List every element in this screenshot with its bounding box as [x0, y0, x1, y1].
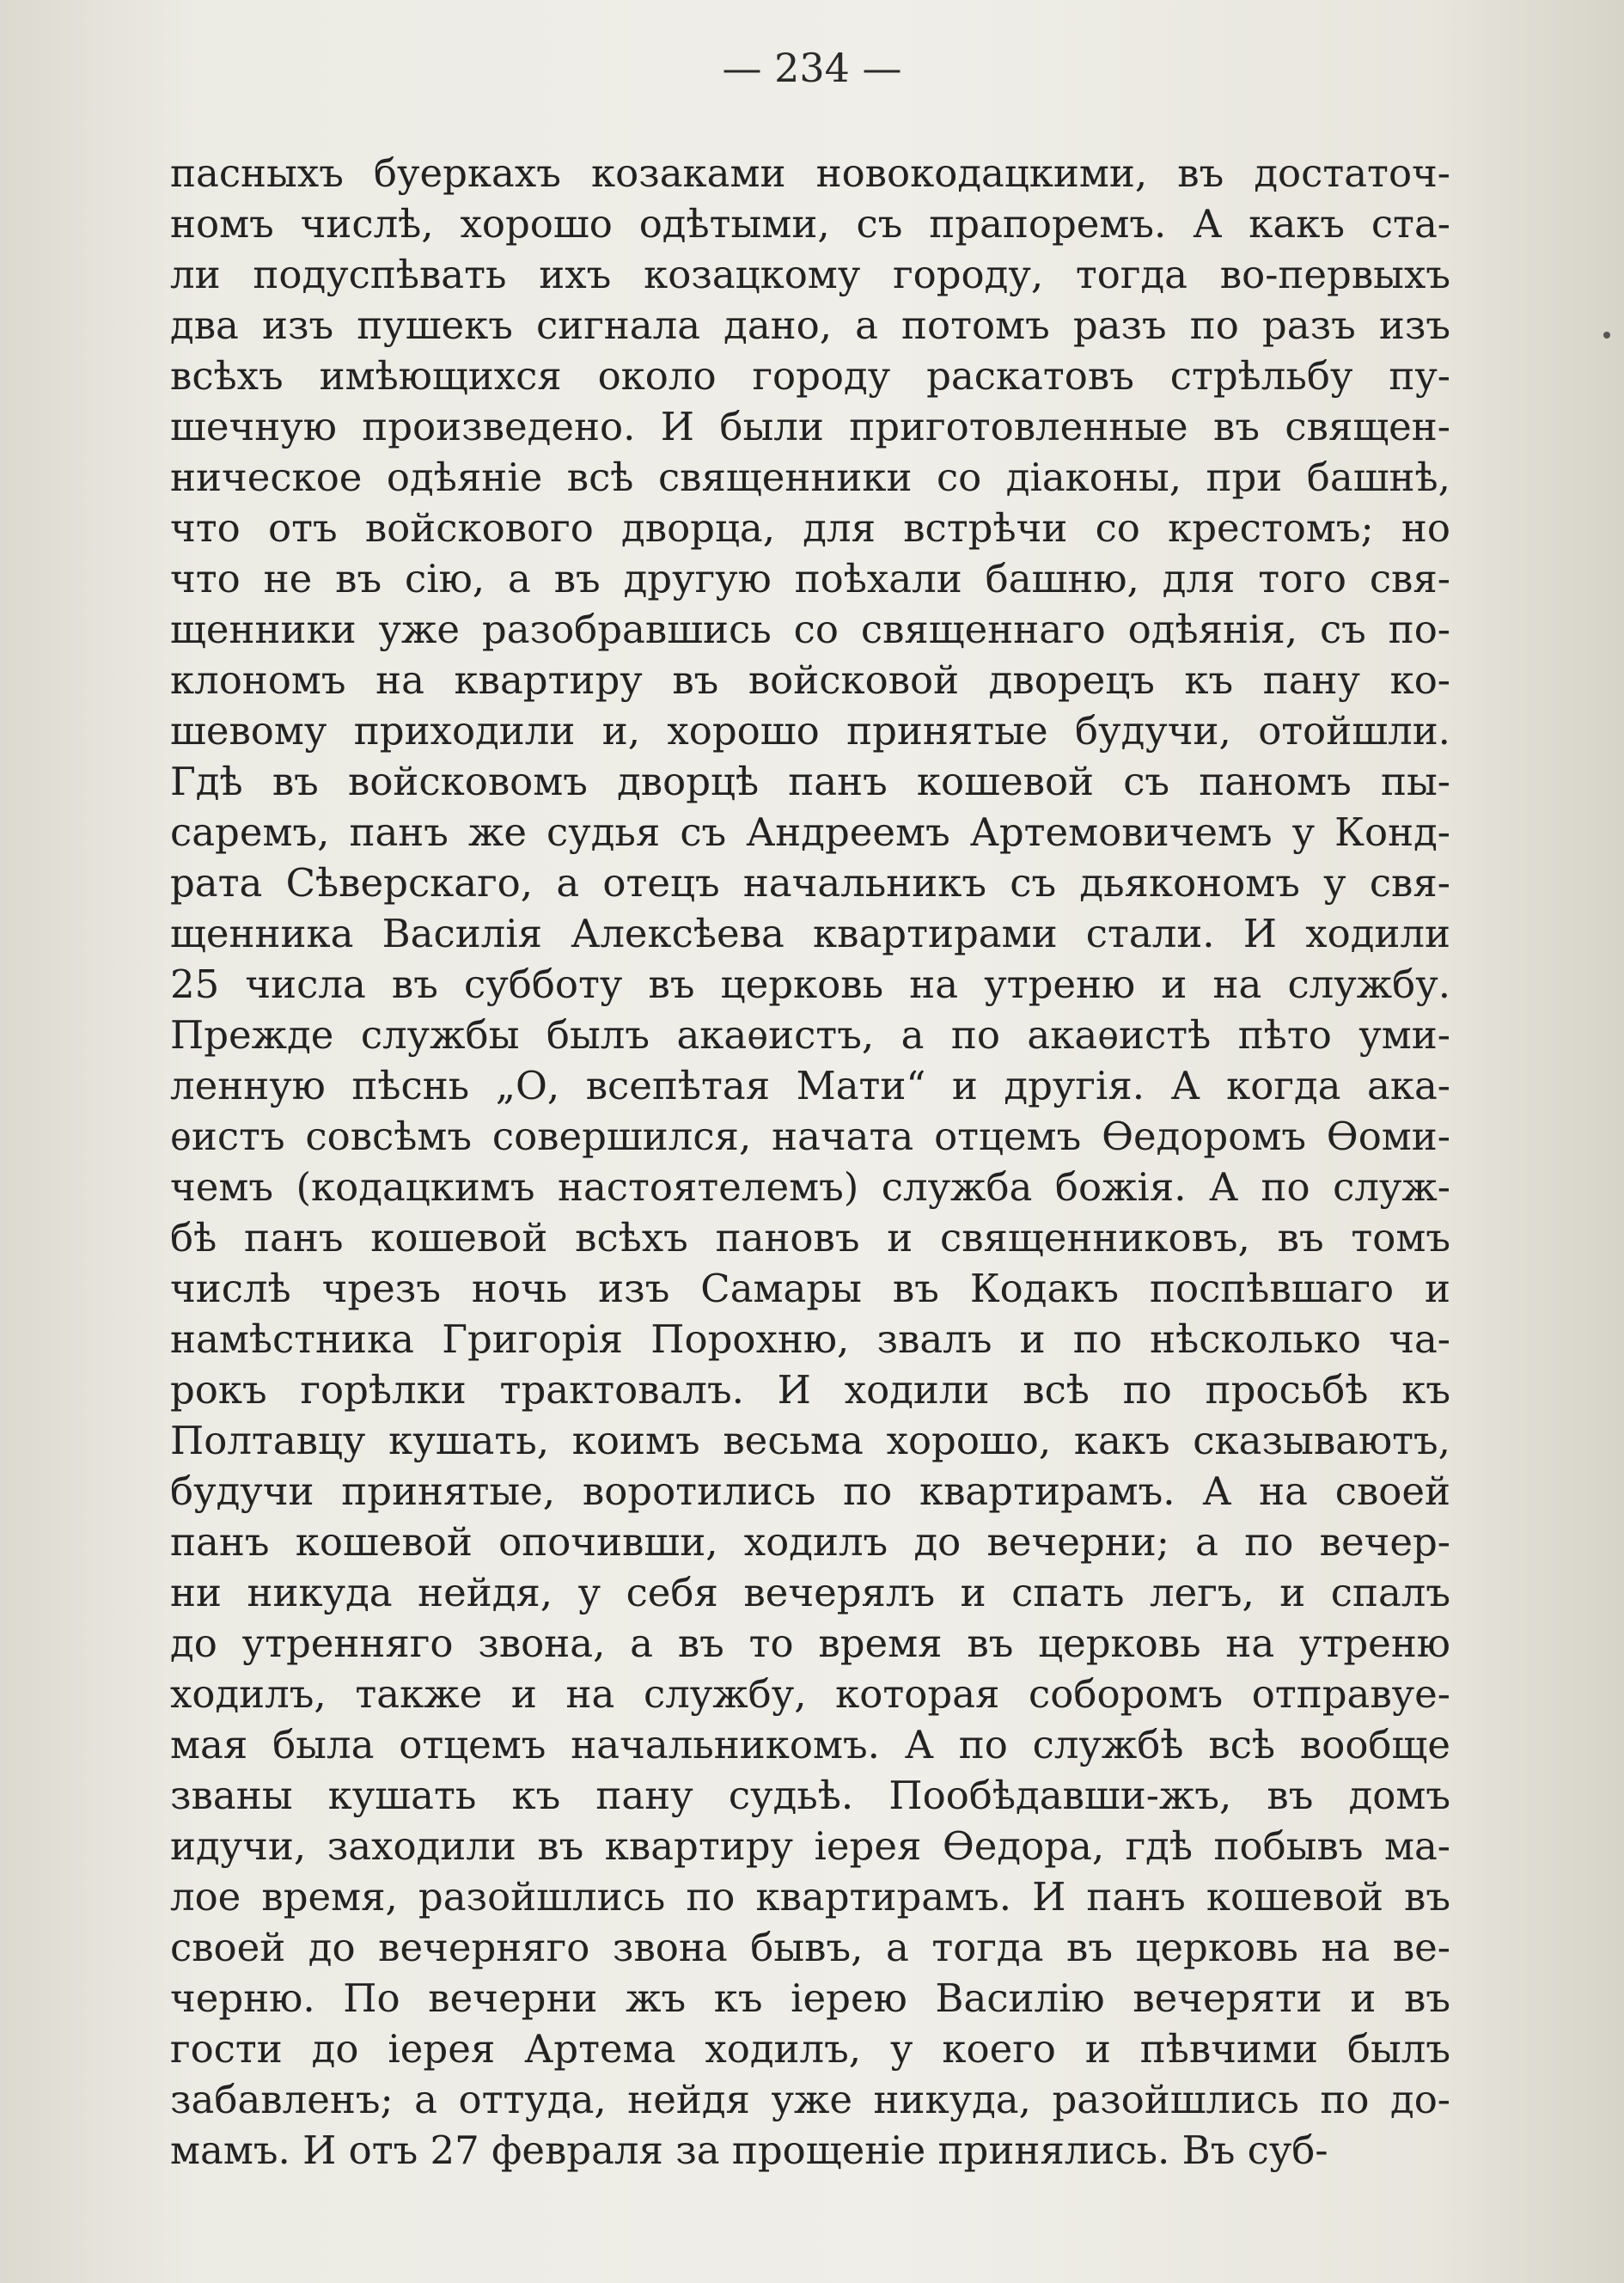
text-line: 25 числа въ субботу въ церковь на утреню и на службу. — [170, 961, 1450, 1007]
text-line: щенника Василія Алексѣева квартирами стали. И ходили — [170, 911, 1450, 956]
text-line: ленную пѣснь „О, всепѣтая Мати“ и другія. А когда ака- — [170, 1063, 1450, 1108]
text-line: числѣ чрезъ ночь изъ Самары въ Кодакъ поспѣвшаго и — [170, 1266, 1450, 1311]
text-line: будучи принятые, воротились по квартирамъ. А на своей — [170, 1468, 1450, 1514]
text-line: ни никуда нейдя, у себя вечерялъ и спать легъ, и спалъ — [170, 1570, 1450, 1615]
text-line: ли подуспѣвать ихъ козацкому городу, тогда во-первыхъ — [170, 252, 1450, 297]
text-line: шечную произведено. И были приготовленные въ священ- — [170, 404, 1450, 449]
text-line: номъ числѣ, хорошо одѣтыми, съ прапоремъ. А какъ ста- — [170, 201, 1450, 247]
text-line: Гдѣ въ войсковомъ дворцѣ панъ кошевой съ паномъ пы- — [170, 759, 1450, 804]
body-text — [170, 148, 1450, 2176]
text-line: что не въ сію, а въ другую поѣхали башню, для того свя- — [170, 556, 1450, 601]
text-line: ходилъ, также и на службу, которая соборомъ отправуе- — [170, 1671, 1450, 1717]
text-line: гости до іерея Артема ходилъ, у коего и пѣвчими былъ — [170, 2026, 1450, 2072]
text-line: до утренняго звона, а въ то время въ церковь на утреню — [170, 1621, 1450, 1666]
text-line: черню. По вечерни жъ къ іерею Василію вечеряти и въ — [170, 1975, 1450, 2021]
text-line: панъ кошевой опочивши, ходилъ до вечерни; а по вечер- — [170, 1519, 1450, 1565]
text-line: званы кушать къ пану судьѣ. Пообѣдавши-жъ, въ домъ — [170, 1773, 1450, 1818]
text-line: намѣстника Григорія Порохню, звалъ и по нѣсколько ча- — [170, 1316, 1450, 1362]
text-line: что отъ войскового дворца, для встрѣчи со крестомъ; но — [170, 505, 1450, 551]
text-line: забавленъ; а оттуда, нейдя уже никуда, разойшлись по до- — [170, 2077, 1450, 2122]
text-line: идучи, заходили въ квартиру іерея Ѳедора, гдѣ побывъ ма- — [170, 1823, 1450, 1869]
text-line: лое время, разойшлись по квартирамъ. И панъ кошевой въ — [170, 1874, 1450, 1920]
text-line: пасныхъ буеркахъ козаками новокодацкими, въ достаточ- — [170, 150, 1450, 196]
text-line: клономъ на квартиру въ войсковой дворецъ къ пану ко- — [170, 657, 1450, 703]
text-line: шевому приходили и, хорошо принятые будучи, отойшли. — [170, 708, 1450, 754]
text-line: саремъ, панъ же судья съ Андреемъ Артемовичемъ у Конд- — [170, 809, 1450, 855]
page-number: — 234 — — [722, 45, 902, 91]
text-line: бѣ панъ кошевой всѣхъ пановъ и священниковъ, въ томъ — [170, 1215, 1450, 1261]
text-line: щенники уже разобравшись со священнаго одѣянія, съ по- — [170, 607, 1450, 652]
text-line: два изъ пушекъ сигнала дано, а потомъ разъ по разъ изъ — [170, 302, 1450, 348]
paper-speck — [1603, 332, 1610, 339]
text-line: Полтавцу кушать, коимъ весьма хорошо, какъ сказываютъ, — [170, 1418, 1450, 1463]
text-line: ѳистъ совсѣмъ совершился, начата отцемъ Ѳедоромъ Ѳоми- — [170, 1114, 1450, 1159]
text-line: рата Сѣверскаго, а отецъ начальникъ съ дьякономъ у свя- — [170, 860, 1450, 906]
text-line: ническое одѣяніе всѣ священники со діаконы, при башнѣ, — [170, 455, 1450, 500]
text-line: чемъ (кодацкимъ настоятелемъ) служба божія. А по служ- — [170, 1164, 1450, 1210]
text-line: Прежде службы былъ акаѳистъ, а по акаѳистѣ пѣто уми- — [170, 1012, 1450, 1058]
text-line: мая была отцемъ начальникомъ. А по службѣ всѣ вообще — [170, 1722, 1450, 1767]
text-line: рокъ горѣлки трактовалъ. И ходили всѣ по просьбѣ къ — [170, 1367, 1450, 1413]
text-line: всѣхъ имѣющихся около городу раскатовъ стрѣльбу пу- — [170, 353, 1450, 399]
text-line: мамъ. И отъ 27 февраля за прощеніе принялись. Въ суб- — [170, 2127, 1328, 2173]
text-line: своей до вечерняго звона бывъ, а тогда въ церковь на ве- — [170, 1925, 1450, 1970]
